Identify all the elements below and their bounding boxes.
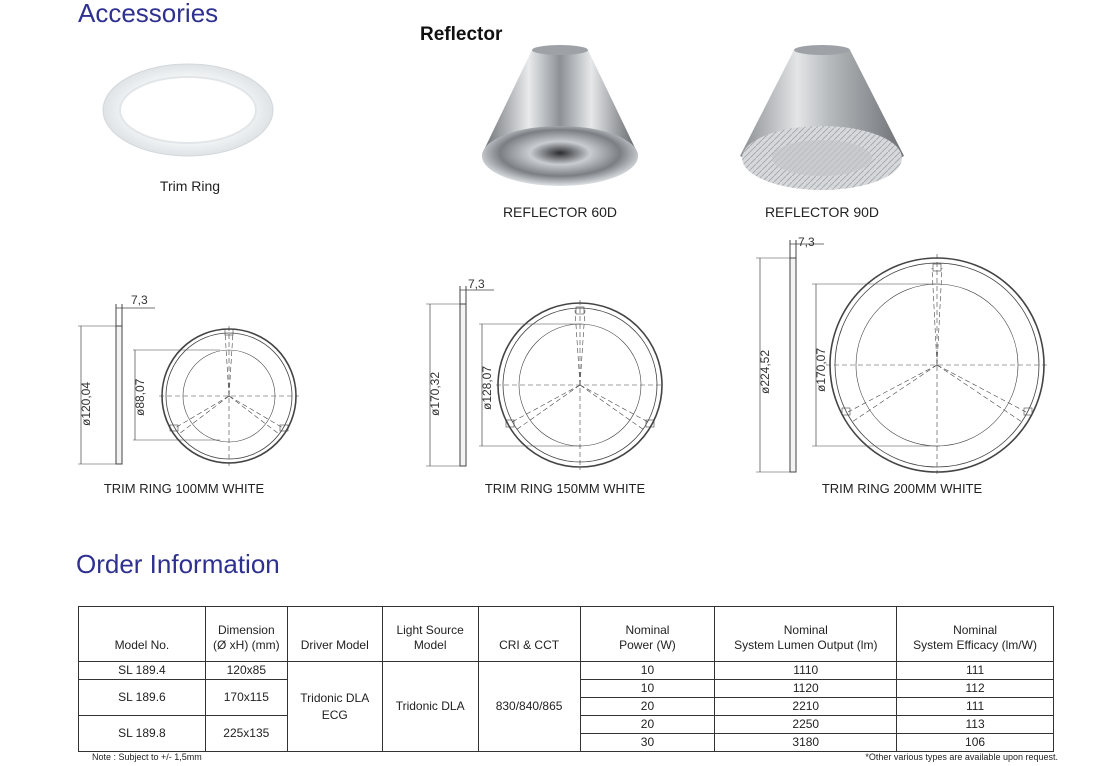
thickness-label-100: 7,3	[131, 293, 148, 307]
dimension-cell: 120x85	[205, 662, 287, 680]
inner-diameter-label-150: ø128,07	[480, 365, 494, 410]
efficacy-cell: 111	[897, 698, 1054, 716]
cri-cct-cell: 830/840/865	[478, 662, 580, 752]
thickness-label-150: 7,3	[468, 277, 485, 291]
trim-ring-150-caption: TRIM RING 150MM WHITE	[484, 481, 646, 496]
trim-ring-150-drawing	[422, 272, 672, 472]
lumen-cell: 1120	[715, 680, 897, 698]
lumen-cell: 1110	[715, 662, 897, 680]
reflector-heading: Reflector	[420, 24, 503, 45]
header-dimension: Dimension (Ø xH) (mm)	[205, 607, 287, 662]
header-cri-cct: CRI & CCT	[478, 607, 580, 662]
efficacy-cell: 113	[897, 716, 1054, 734]
header-driver-model: Driver Model	[287, 607, 382, 662]
header-lumen: Nominal System Lumen Output (lm)	[715, 607, 897, 662]
trim-ring-200-caption: TRIM RING 200MM WHITE	[821, 481, 983, 496]
reflector-90d-image	[732, 44, 912, 194]
power-cell: 10	[580, 662, 715, 680]
header-light-source: Light Source Model	[382, 607, 478, 662]
table-row	[79, 662, 1054, 680]
reflector-60d-image	[470, 44, 650, 194]
trim-ring-100-caption: TRIM RING 100MM WHITE	[103, 481, 265, 496]
order-table	[78, 606, 1054, 752]
trim-ring-image	[100, 62, 280, 162]
trim-ring-100-drawing	[75, 288, 305, 470]
outer-diameter-label-100: ø120,04	[79, 381, 93, 426]
power-cell: 20	[580, 716, 715, 734]
outer-diameter-label-200: ø224,52	[758, 349, 772, 394]
inner-diameter-label-200: ø170,07	[814, 347, 828, 392]
efficacy-cell: 112	[897, 680, 1054, 698]
outer-diameter-label-150: ø170,32	[428, 371, 442, 416]
model-cell: SL 189.8	[79, 716, 206, 752]
reflector-90d-caption: REFLECTOR 90D	[764, 204, 880, 220]
inner-diameter-label-100: ø88,07	[133, 378, 147, 416]
light-source-cell: Tridonic DLA	[382, 662, 478, 752]
model-cell: SL 189.4	[79, 662, 206, 680]
table-header-row	[79, 607, 1054, 662]
efficacy-cell: 106	[897, 734, 1054, 752]
lumen-cell: 2250	[715, 716, 897, 734]
power-cell: 30	[580, 734, 715, 752]
reflector-60d-caption: REFLECTOR 60D	[502, 204, 618, 220]
dimension-cell: 225x135	[205, 716, 287, 752]
trim-ring-caption: Trim Ring	[159, 178, 221, 194]
dimension-cell: 170x115	[205, 680, 287, 716]
tolerance-note: Note : Subject to +/- 1,5mm	[92, 752, 202, 762]
accessories-heading: Accessories	[78, 0, 219, 28]
trim-ring-200-drawing	[750, 232, 1050, 474]
header-model-no: Model No.	[79, 607, 206, 662]
power-cell: 20	[580, 698, 715, 716]
lumen-cell: 3180	[715, 734, 897, 752]
availability-note: *Other various types are available upon request.	[865, 752, 1058, 762]
power-cell: 10	[580, 680, 715, 698]
header-efficacy: Nominal System Efficacy (lm/W)	[897, 607, 1054, 662]
lumen-cell: 2210	[715, 698, 897, 716]
efficacy-cell: 111	[897, 662, 1054, 680]
header-power: Nominal Power (W)	[580, 607, 715, 662]
thickness-label-200: 7,3	[798, 235, 815, 249]
model-cell: SL 189.6	[79, 680, 206, 716]
driver-model-cell: Tridonic DLA ECG	[287, 662, 382, 752]
order-information-heading: Order Information	[76, 549, 280, 579]
